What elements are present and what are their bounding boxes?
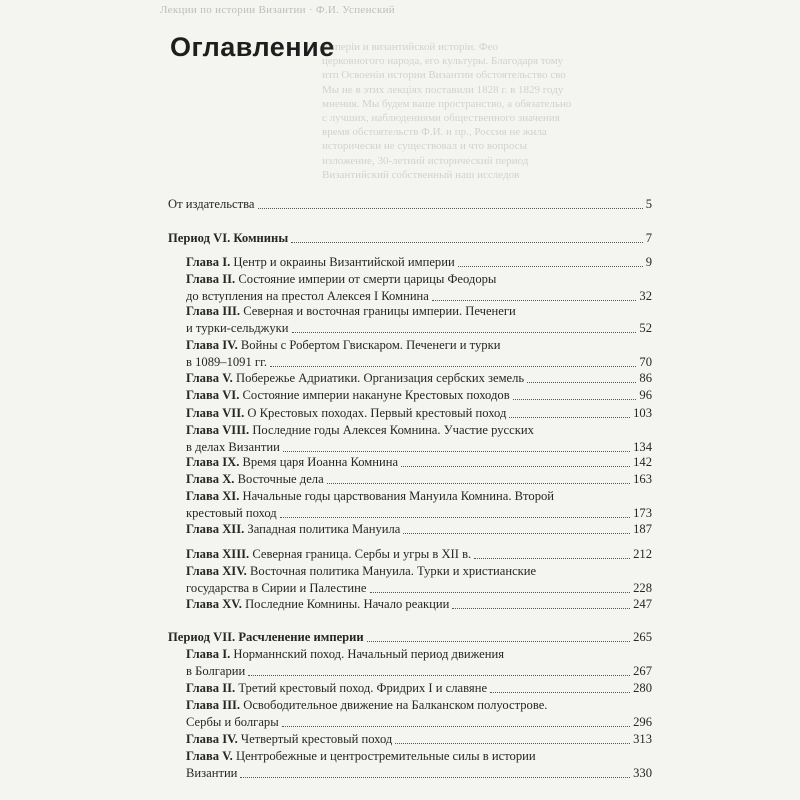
toc-entry[interactable]	[186, 255, 652, 270]
chapter-label: Глава XV.	[186, 597, 242, 611]
dot-leader	[452, 608, 630, 609]
page-number: 228	[633, 581, 652, 595]
dot-leader	[258, 208, 643, 209]
toc-entry-line[interactable]	[186, 647, 504, 662]
page-number: 86	[639, 371, 652, 385]
chapter-label: Глава IX.	[186, 455, 240, 469]
chapter-label: Глава IV.	[186, 732, 238, 746]
toc-entry-line[interactable]	[186, 749, 536, 764]
entry-title: О Крестовых походах. Первый крестовый поход	[247, 406, 507, 420]
dot-leader	[513, 399, 637, 400]
entry-title: Норманнский поход. Начальный период движения	[233, 647, 505, 661]
toc-entry[interactable]	[186, 581, 652, 596]
bleed-through-line: итп Освоеніи истории Византии обстоятельство сво	[322, 69, 566, 82]
running-head: Лекции по истории Византии · Ф.И. Успенский	[160, 4, 395, 16]
period-label: Период VII.	[168, 630, 236, 644]
dot-leader	[240, 777, 630, 778]
entry-title: Западная политика Мануила	[247, 522, 401, 536]
bleed-through-line: с лучших, наблюдениями общественного значения	[322, 112, 560, 125]
entry-text	[186, 681, 487, 696]
toc-entry[interactable]	[186, 321, 652, 336]
entry-text	[168, 630, 364, 645]
page-number: 163	[633, 472, 652, 486]
toc-entry[interactable]	[186, 371, 652, 386]
bleed-through-line: церковногого народа, его культуры. Благодаря тому	[322, 55, 564, 68]
chapter-label: Глава XIII.	[186, 547, 250, 561]
entry-title-continued: и турки-сельджуки	[186, 321, 289, 335]
toc-entry[interactable]	[186, 440, 652, 455]
page-number: 265	[633, 630, 652, 644]
toc-entry[interactable]	[186, 664, 652, 679]
dot-leader	[527, 382, 636, 383]
chapter-label: Глава II.	[186, 681, 236, 695]
toc-entry[interactable]	[186, 522, 652, 537]
entry-title: Восточная политика Мануила. Турки и христианские	[249, 564, 537, 578]
dot-leader	[270, 366, 636, 367]
toc-entry[interactable]	[186, 715, 652, 730]
toc-entry[interactable]	[186, 406, 652, 421]
toc-entry[interactable]	[186, 766, 652, 781]
entry-text	[186, 522, 400, 537]
entry-text	[186, 255, 455, 270]
bleed-through-line: время обстоятельств Ф.И. и пр., Россия не жила	[322, 126, 547, 139]
page-number: 313	[633, 732, 652, 746]
chapter-label: Глава XI.	[186, 489, 240, 503]
dot-leader	[401, 466, 630, 467]
entry-title: Начальные годы царствования Мануила Комнина. Второй	[242, 489, 555, 503]
chapter-label: Глава III.	[186, 304, 241, 318]
page-number: 267	[633, 664, 652, 678]
toc-entry[interactable]	[186, 732, 652, 747]
dot-leader	[458, 266, 643, 267]
entry-title: Состояние империи накануне Крестовых походов	[242, 388, 510, 402]
entry-title: Восточные дела	[237, 472, 324, 486]
toc-entry-line[interactable]	[186, 564, 536, 579]
dot-leader	[509, 417, 630, 418]
chapter-label: Глава I.	[186, 647, 231, 661]
chapter-label: Глава III.	[186, 698, 241, 712]
toc-entry-line[interactable]	[186, 304, 516, 319]
chapter-label: Глава XIV.	[186, 564, 247, 578]
dot-leader	[292, 332, 637, 333]
page-number: 280	[633, 681, 652, 695]
dot-leader	[248, 675, 630, 676]
entry-title-continued: Сербы и болгары	[186, 715, 279, 729]
toc-entry-line[interactable]	[186, 423, 534, 438]
page-number: 296	[633, 715, 652, 729]
page-number: 247	[633, 597, 652, 611]
dot-leader	[282, 726, 630, 727]
entry-title: Четвертый крестовый поход	[240, 732, 393, 746]
bleed-through-line: имперіи и византийской исторіи. Фео	[322, 41, 498, 53]
page-title: Оглавление	[170, 32, 335, 62]
entry-title: Центр и окраины Византийской империи	[233, 255, 455, 269]
bleed-through-line: исторически не существовал и что вопросы	[322, 140, 527, 153]
period-label: Период VI.	[168, 231, 231, 245]
entry-title-continued: в 1089–1091 гг.	[186, 355, 267, 369]
entry-title: Последние Комнины. Начало реакции	[245, 597, 450, 611]
dot-leader	[432, 300, 637, 301]
dot-leader	[291, 242, 643, 243]
toc-entry[interactable]	[186, 597, 652, 612]
chapter-label: Глава XII.	[186, 522, 245, 536]
page-number: 212	[633, 547, 652, 561]
entry-title: Состояние империи от смерти царицы Феодоры	[238, 272, 497, 286]
bleed-through-line: изложение, 30-летний исторический период	[322, 154, 529, 167]
page-number: 142	[633, 455, 652, 469]
page-number: 52	[639, 321, 652, 335]
page-number: 5	[645, 197, 652, 211]
dot-leader	[283, 451, 630, 452]
chapter-label: Глава VII.	[186, 406, 245, 420]
toc-entry[interactable]	[168, 197, 652, 212]
page-number: 173	[633, 506, 652, 520]
dot-leader	[474, 558, 630, 559]
entry-text	[186, 406, 506, 421]
entry-title: Центробежные и центростремительные силы в истории	[235, 749, 536, 763]
chapter-label: Глава I.	[186, 255, 231, 269]
bleed-through-line: Византийский собственный наш исследов	[322, 168, 520, 181]
page-number: 330	[633, 766, 652, 780]
entry-title: Освободительное движение на Балканском полуострове.	[243, 698, 548, 712]
entry-text	[186, 597, 449, 612]
page-number: 70	[639, 355, 652, 369]
toc-entry[interactable]	[186, 472, 652, 487]
entry-text	[186, 732, 392, 747]
dot-leader	[490, 692, 630, 693]
dot-leader	[367, 641, 630, 642]
toc-entry[interactable]	[186, 681, 652, 696]
entry-text	[168, 231, 288, 246]
dot-leader	[327, 483, 630, 484]
entry-title-continued: крестовый поход	[186, 506, 277, 520]
page-number: 32	[639, 289, 652, 303]
page-number: 96	[639, 388, 652, 402]
chapter-label: Глава V.	[186, 749, 233, 763]
bleed-through-line: Мы не в этих лекціях поставили 1828 г. в 1829 году	[322, 83, 564, 96]
chapter-label: Глава IV.	[186, 338, 238, 352]
entry-title-continued: до вступления на престол Алексея I Комнина	[186, 289, 429, 303]
chapter-label: Глава II.	[186, 272, 236, 286]
toc-entry[interactable]	[186, 506, 652, 521]
toc-entry-line[interactable]	[186, 489, 554, 504]
dot-leader	[395, 743, 630, 744]
toc-period[interactable]	[168, 231, 652, 246]
chapter-label: Глава VI.	[186, 388, 240, 402]
chapter-label: Глава X.	[186, 472, 235, 486]
toc-entry-line[interactable]	[186, 338, 500, 353]
entry-title-continued: государства в Сирии и Палестине	[186, 581, 367, 595]
chapter-label: Глава V.	[186, 371, 233, 385]
entry-title: Время царя Иоанна Комнина	[242, 455, 399, 469]
toc-entry[interactable]	[186, 547, 652, 562]
dot-leader	[280, 517, 630, 518]
page-number: 134	[633, 440, 652, 454]
entry-title: От издательства	[168, 197, 255, 211]
entry-title: Северная граница. Сербы и угры в XII в.	[252, 547, 472, 561]
toc-entry[interactable]	[186, 355, 652, 370]
dot-leader	[403, 533, 630, 534]
toc-entry-line[interactable]	[186, 698, 547, 713]
entry-title: Расчленение империи	[238, 630, 364, 644]
entry-text	[186, 547, 471, 562]
page-number: 7	[645, 231, 652, 245]
entry-title-continued: Византии	[186, 766, 238, 780]
dot-leader	[370, 592, 631, 593]
entry-title: Последние годы Алексея Комнина. Участие русских	[252, 423, 534, 437]
entry-title-continued: в делах Византии	[186, 440, 280, 454]
entry-text	[186, 455, 398, 470]
toc-entry-line[interactable]	[186, 272, 496, 287]
entry-text	[186, 472, 324, 487]
page-number: 9	[645, 255, 652, 269]
entry-title: Побережье Адриатики. Организация сербских земель	[235, 371, 525, 385]
entry-title: Комнины	[233, 231, 289, 245]
entry-title: Третий крестовый поход. Фридрих I и славяне	[238, 681, 488, 695]
page-number: 187	[633, 522, 652, 536]
toc-period[interactable]	[168, 630, 652, 645]
toc-entry[interactable]	[186, 289, 652, 304]
bleed-through-line: мнения. Мы будем ваше пространство, а обязательно	[322, 97, 572, 110]
chapter-label: Глава VIII.	[186, 423, 250, 437]
entry-text	[186, 371, 524, 386]
entry-text	[168, 197, 255, 212]
entry-title: Войны с Робертом Гвискаром. Печенеги и турки	[240, 338, 501, 352]
entry-text	[186, 388, 510, 403]
page-number: 103	[633, 406, 652, 420]
toc-entry[interactable]	[186, 388, 652, 403]
entry-title-continued: в Болгарии	[186, 664, 246, 678]
toc-entry[interactable]	[186, 455, 652, 470]
entry-title: Северная и восточная границы империи. Печенеги	[243, 304, 516, 318]
